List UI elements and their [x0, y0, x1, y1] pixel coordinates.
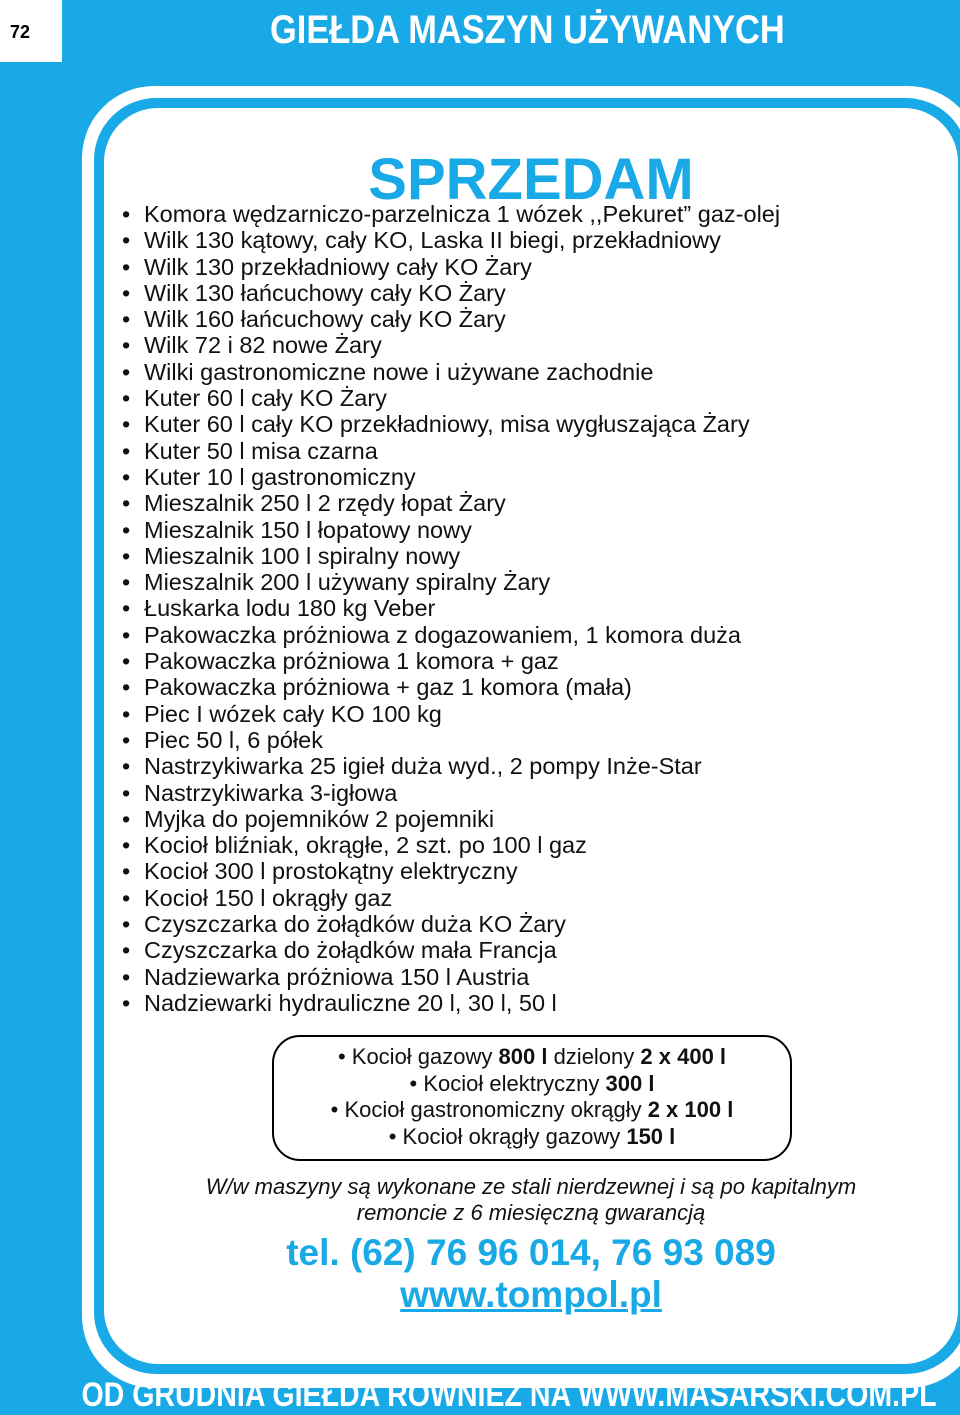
- offer-item: • Nadziewarki hydrauliczne 20 l, 30 l, 50 l: [120, 990, 780, 1016]
- offer-item: • Mieszalnik 250 l 2 rzędy łopat Żary: [120, 490, 780, 516]
- offer-item: • Pakowaczka próżniowa 1 komora + gaz: [120, 648, 780, 674]
- boiler-text: • Kocioł gastronomiczny okrągły: [330, 1097, 648, 1122]
- boiler-list: [274, 1044, 790, 1150]
- boiler-capacity: 2 x 400 l: [640, 1044, 727, 1069]
- ad-headline: SPRZEDAM: [368, 147, 694, 212]
- footer-banner: [0, 1376, 960, 1415]
- offer-item: • Wilki gastronomiczne nowe i używane zachodnie: [120, 359, 780, 385]
- offer-item: • Kocioł 300 l prostokątny elektryczny: [120, 858, 780, 884]
- offer-item: • Kocioł 150 l okrągły gaz: [120, 885, 780, 911]
- page-number: 72: [9, 22, 31, 42]
- ad-card: [104, 108, 958, 1364]
- offer-item: • Czyszczarka do żołądków mała Francja: [120, 937, 780, 963]
- page-number-box: [0, 0, 62, 62]
- guarantee-note: [104, 1174, 958, 1226]
- page-title: GIEŁDA MASZYN UŻYWANYCH: [270, 8, 785, 52]
- offer-item: • Nastrzykiwarka 25 igieł duża wyd., 2 pompy Inże-Star: [120, 753, 780, 779]
- boiler-capacity: 800 l: [498, 1044, 548, 1069]
- boiler-text: dzielony: [547, 1044, 641, 1069]
- offer-item: • Wilk 72 i 82 nowe Żary: [120, 332, 780, 358]
- offer-item: • Nadziewarka próżniowa 150 l Austria: [120, 964, 780, 990]
- offer-item: • Piec I wózek cały KO 100 kg: [120, 701, 780, 727]
- boiler-box: [272, 1035, 792, 1161]
- phone-number: tel. (62) 76 96 014, 76 93 089: [286, 1232, 776, 1273]
- guarantee-line-1: W/w maszyny są wykonane ze stali nierdzewnej i są po kapitalnym: [205, 1174, 857, 1199]
- offer-item: • Mieszalnik 100 l spiralny nowy: [120, 543, 780, 569]
- offer-item: • Czyszczarka do żołądków duża KO Żary: [120, 911, 780, 937]
- offer-item: • Wilk 130 przekładniowy cały KO Żary: [120, 254, 780, 280]
- offer-item: • Łuskarka lodu 180 kg Veber: [120, 595, 780, 621]
- offer-item: • Kocioł bliźniak, okrągłe, 2 szt. po 100 l gaz: [120, 832, 780, 858]
- offer-item: • Pakowaczka próżniowa + gaz 1 komora (mała): [120, 674, 780, 700]
- boiler-line: [274, 1124, 790, 1151]
- offer-item: • Nastrzykiwarka 3-igłowa: [120, 780, 780, 806]
- boiler-text: • Kocioł gazowy: [337, 1044, 499, 1069]
- offer-item: • Myjka do pojemników 2 pojemniki: [120, 806, 780, 832]
- footer-banner-text: OD GRUDNIA GIEŁDA RÓWNIEŻ NA WWW.MASARSKI.COM.PL: [81, 1376, 937, 1414]
- boiler-line: [274, 1044, 790, 1071]
- offer-item: • Wilk 160 łańcuchowy cały KO Żary: [120, 306, 780, 332]
- offer-item: • Wilk 130 kątowy, cały KO, Laska II biegi, przekładniowy: [120, 227, 780, 253]
- guarantee-line-2: remoncie z 6 miesięczną gwarancją: [356, 1200, 706, 1225]
- website-link[interactable]: www.tompol.pl: [400, 1274, 662, 1315]
- boiler-capacity: 300 l: [605, 1070, 655, 1096]
- offer-item: • Mieszalnik 200 l używany spiralny Żary: [120, 569, 780, 595]
- offer-list: [120, 201, 780, 1016]
- offer-item: • Kuter 60 l cały KO Żary: [120, 385, 780, 411]
- boiler-text: • Kocioł elektryczny: [409, 1070, 606, 1096]
- offer-item: • Mieszalnik 150 l łopatowy nowy: [120, 517, 780, 543]
- offer-item: • Kuter 10 l gastronomiczny: [120, 464, 780, 490]
- boiler-line: [274, 1097, 790, 1124]
- offer-item: • Pakowaczka próżniowa z dogazowaniem, 1 komora duża: [120, 622, 780, 648]
- boiler-capacity: 150 l: [626, 1123, 676, 1149]
- offer-item: • Kuter 60 l cały KO przekładniowy, misa wygłuszająca Żary: [120, 411, 780, 437]
- boiler-text: • Kocioł okrągły gazowy: [388, 1123, 627, 1149]
- offer-item: • Komora wędzarniczo-parzelnicza 1 wózek ,,Pekuret” gaz-olej: [120, 201, 780, 227]
- offer-item: • Wilk 130 łańcuchowy cały KO Żary: [120, 280, 780, 306]
- boiler-capacity: 2 x 100 l: [647, 1097, 734, 1122]
- boiler-line: [274, 1071, 790, 1098]
- offer-item: • Kuter 50 l misa czarna: [120, 438, 780, 464]
- offer-item: • Piec 50 l, 6 półek: [120, 727, 780, 753]
